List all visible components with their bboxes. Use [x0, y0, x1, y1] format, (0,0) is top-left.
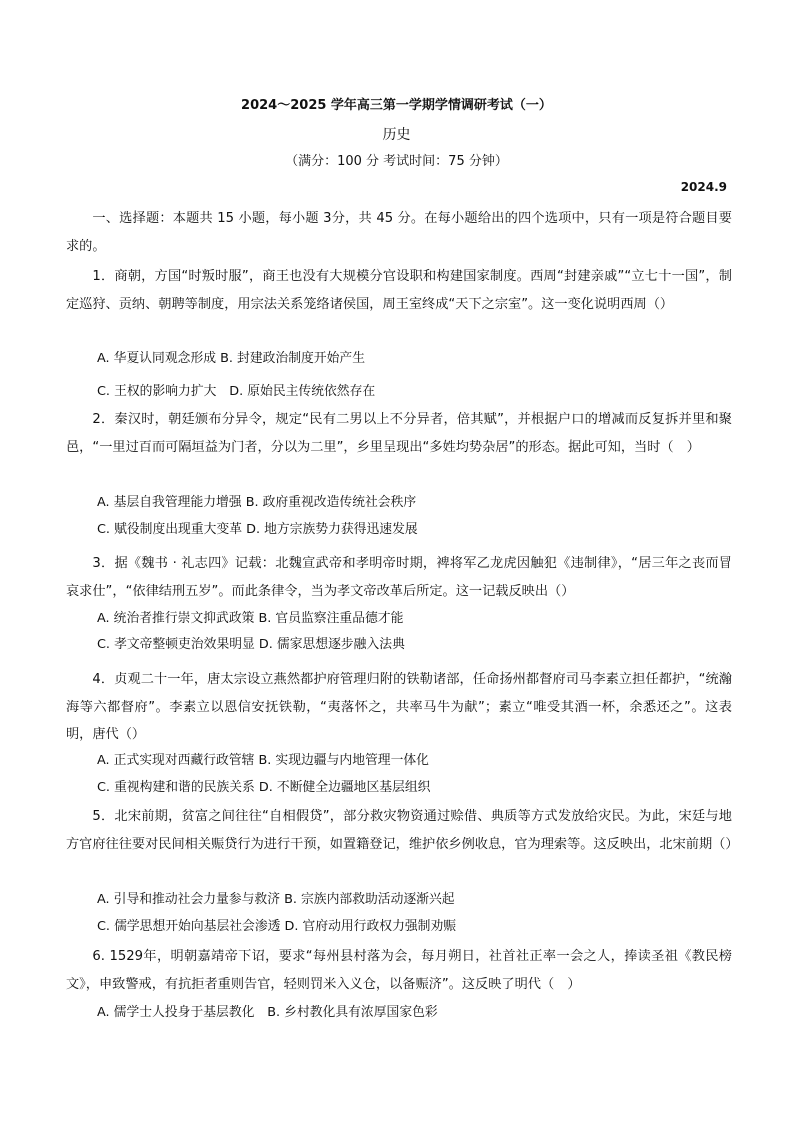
- question-1-stem: 1．商朝，方国“时叛时服”，商王也没有大规模分官设职和构建国家制度。西周“封建亲戚”“立七十一国”，制定巡狩、贡纳、朝聘等制度，用宗法关系笼络诸侯国，周王室终成“天下之宗室”。这一变化说明西周（）: [66, 269, 732, 312]
- exam-date: 2024.9: [680, 180, 727, 194]
- question-5-options-line-2: C. 儒学思想开始向基层社会渗透 D. 官府动用行政权力强制劝赈: [97, 919, 457, 934]
- question-4-options-line-1: A. 正式实现对西藏行政管辖 B. 实现边疆与内地管理一体化: [97, 753, 429, 768]
- question-6-stem: 6. 1529年，明朝嘉靖帝下诏，要求“每州县村落为会，每月朔日，社首社正率一会之人，捧读圣祖《教民榜文》，申致警戒，有抗拒者重则告官，轻则罚米入义仓，以备赈济”。这反映了明代（ ）: [66, 949, 732, 992]
- question-3-options-line-1: A. 统治者推行崇文抑武政策 B. 官员监察注重品德才能: [97, 611, 404, 626]
- question-5-stem: 5．北宋前期，贫富之间往往“自相假贷”，部分救灾物资通过赊借、典质等方式发放给灾民。为此，宋廷与地方官府往往要对民间相关赈贷行为进行干预，如置籍登记，维护依乡例收息，官为理索等。这反映出，北宋前期（）: [66, 809, 739, 852]
- subject-heading: 历史: [382, 127, 411, 143]
- question-4-options-line-2: C. 重视构建和谐的民族关系 D. 不断健全边疆地区基层组织: [97, 780, 431, 795]
- exam-title: 2024～2025 学年高三第一学期学情调研考试（一）: [241, 98, 552, 113]
- question-6-options-line-1: A. 儒学士人投身于基层教化 B. 乡村教化具有浓厚国家色彩: [97, 1005, 438, 1020]
- question-2-options-line-1: A. 基层自我管理能力增强 B. 政府重视改造传统社会秩序: [97, 495, 417, 510]
- question-3-options-line-2: C. 孝文帝整顿吏治效果明显 D. 儒家思想逐步融入法典: [97, 637, 405, 652]
- question-5-options-line-1: A. 引导和推动社会力量参与救济 B. 宗族内部救助活动逐渐兴起: [97, 892, 455, 907]
- question-3-stem: 3．据《魏书 · 礼志四》记载：北魏宣武帝和孝明帝时期，裨将军乙龙虎因触犯《违制律》，“居三年之丧而冒哀求仕”，“依律结刑五岁”。而此条律令，当为孝文帝改革后所定。这一记载反映出（）: [66, 556, 732, 599]
- question-1-options-line-2: C. 王权的影响力扩大 D. 原始民主传统依然存在: [97, 384, 376, 399]
- section-instructions: 一、选择题：本题共 15 小题，每小题 3分，共 45 分。在每小题给出的四个选项中，只有一项是符合题目要求的。: [66, 211, 732, 254]
- question-4-stem: 4．贞观二十一年，唐太宗设立燕然都护府管理归附的铁勒诸部，任命扬州都督府司马李素立担任都护，“统瀚海等六都督府”。李素立以恩信安抚铁勒，“夷落怀之，共率马牛为献”；素立“唯受其酒一杯，余悉还之”。这表明，唐代（）: [66, 672, 732, 742]
- question-2-options-line-2: C. 赋役制度出现重大变革 D. 地方宗族势力获得迅速发展: [97, 522, 418, 537]
- question-2-stem: 2．秦汉时，朝廷颁布分异令，规定“民有二男以上不分异者，倍其赋”，并根据户口的增减而反复拆并里和聚邑，“一里过百而可隔垣益为门者，分以为二里”，乡里呈现出“多姓均势杂居”的形态。据此可知，当时（ ）: [66, 412, 732, 455]
- question-1-options-line-1: A. 华夏认同观念形成 B. 封建政治制度开始产生: [97, 351, 365, 366]
- exam-meta: （满分：100 分 考试时间：75 分钟）: [285, 154, 508, 169]
